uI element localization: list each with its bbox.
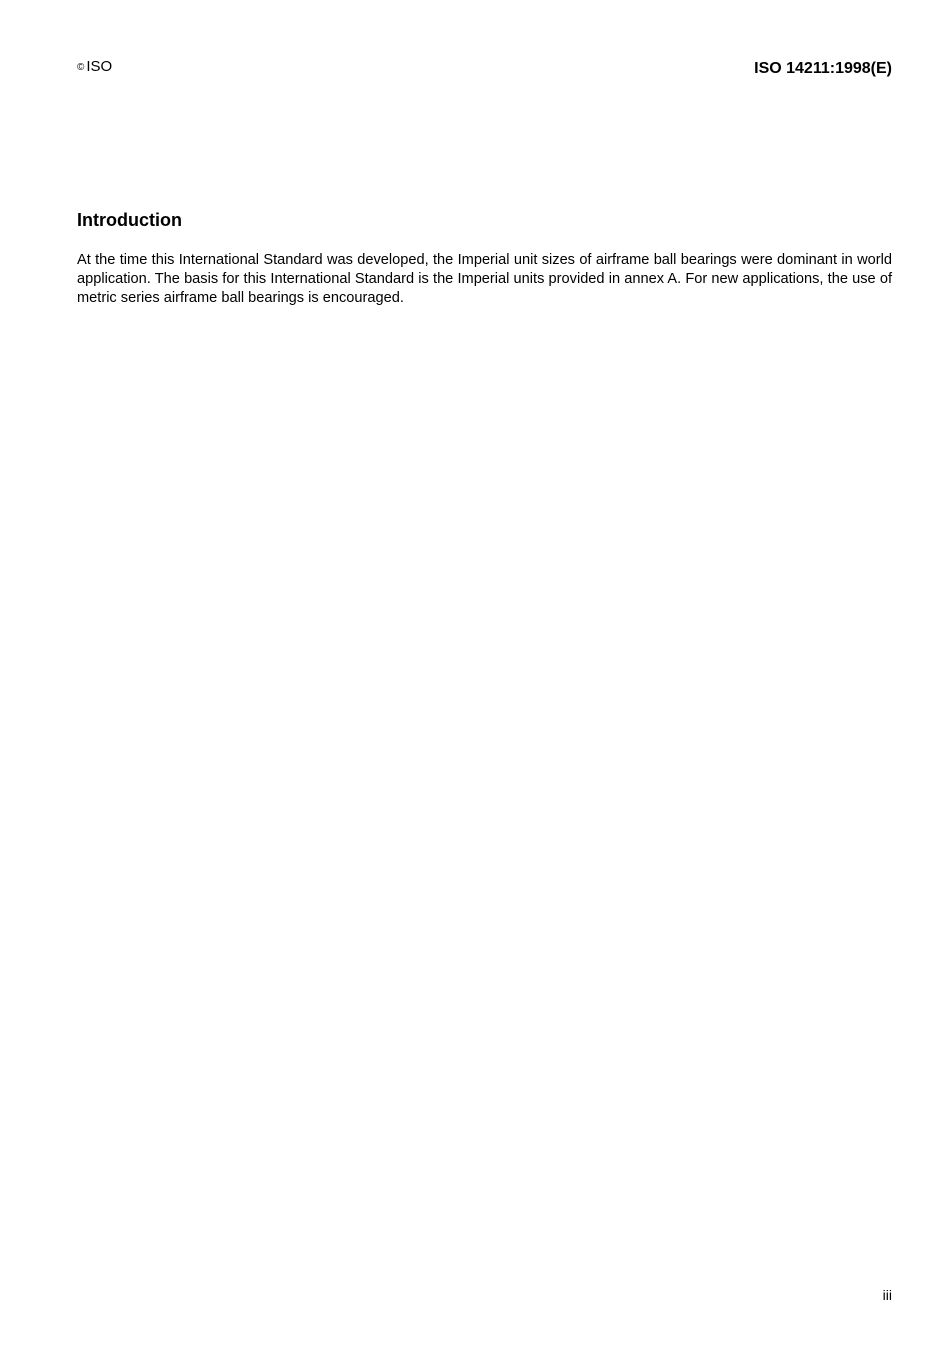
document-id: ISO 14211:1998(E) [754, 60, 892, 77]
copyright-notice [77, 58, 112, 78]
section-title: Introduction [77, 210, 182, 230]
page-number: iii [882, 1287, 892, 1303]
copyright-organization: ISO [86, 58, 113, 75]
introduction-paragraph: At the time this International Standard was developed, the Imperial unit sizes of airframe ball bearings were dominant in world application. The basis for this International Standard is the Imperial units provided in annex A. For new applications, the use of metric series airframe ball bearings is encouraged. [77, 252, 892, 306]
copyright-symbol: © [77, 62, 85, 73]
